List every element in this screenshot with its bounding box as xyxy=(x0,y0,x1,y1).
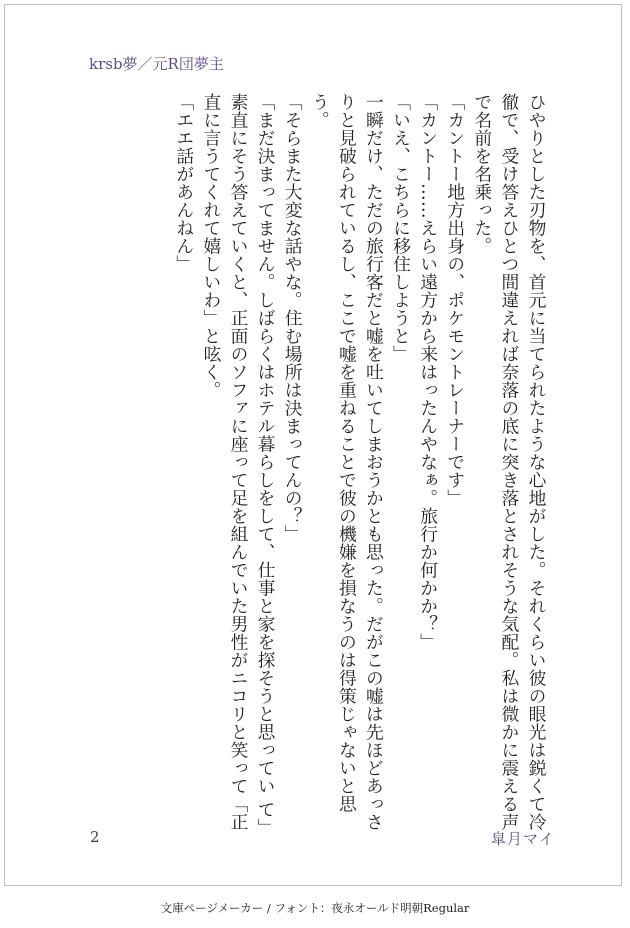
paragraph-8: 素直にそう答えていくと、正面のソファに座って足を組んでいた男性がニコリと笑って「正直に言うてくれて嬉しいわ」と呟く。 xyxy=(200,93,249,831)
paragraph-2: 「カントー地方出身の、ポケモントレーナーです」 xyxy=(444,93,466,507)
work-title: krsb夢／元R団夢主 xyxy=(89,55,224,73)
paragraph-3: 「カントー……えらい遠方から来はったんやなぁ。旅行か何かか？」 xyxy=(417,93,439,651)
generator-credit: 文庫ページメーカー / フォント：夜永オールド明朝Regular xyxy=(160,901,470,915)
paragraph-1: ひやりとした刃物を、首元に当てられたような心地がした。それくらい彼の眼光は鋭くて冷徹で、受け答えひとつ間違えれば奈落の底に突き落とされそうな気配。私は微かに震える声で名前を名乗った。 xyxy=(471,93,547,831)
paragraph-5: 一瞬だけ、ただの旅行客だと嘘を吐いてしまおうかとも思った。だがこの嘘は先ほどあっさりと見破られているし、ここで嘘を重ねることで彼の機嫌を損なうのは得策じゃないと思う。 xyxy=(309,93,385,831)
paragraph-4: 「いえ、こちらに移住しようと」 xyxy=(390,93,412,363)
page-frame xyxy=(4,4,622,886)
paragraph-7: 「まだ決まってません。しばらくはホテル暮らしをして、仕事と家を探そうと思ってい て」 xyxy=(255,93,277,837)
paragraph-9: 「エエ話があんねん」 xyxy=(173,93,195,273)
author-name: 皐月マイ xyxy=(491,830,555,848)
vertical-body-text xyxy=(171,93,550,838)
paragraph-6: 「そらまた大変な話やな。住む場所は決まってんの？」 xyxy=(282,93,304,543)
page-number: 2 xyxy=(90,828,100,846)
